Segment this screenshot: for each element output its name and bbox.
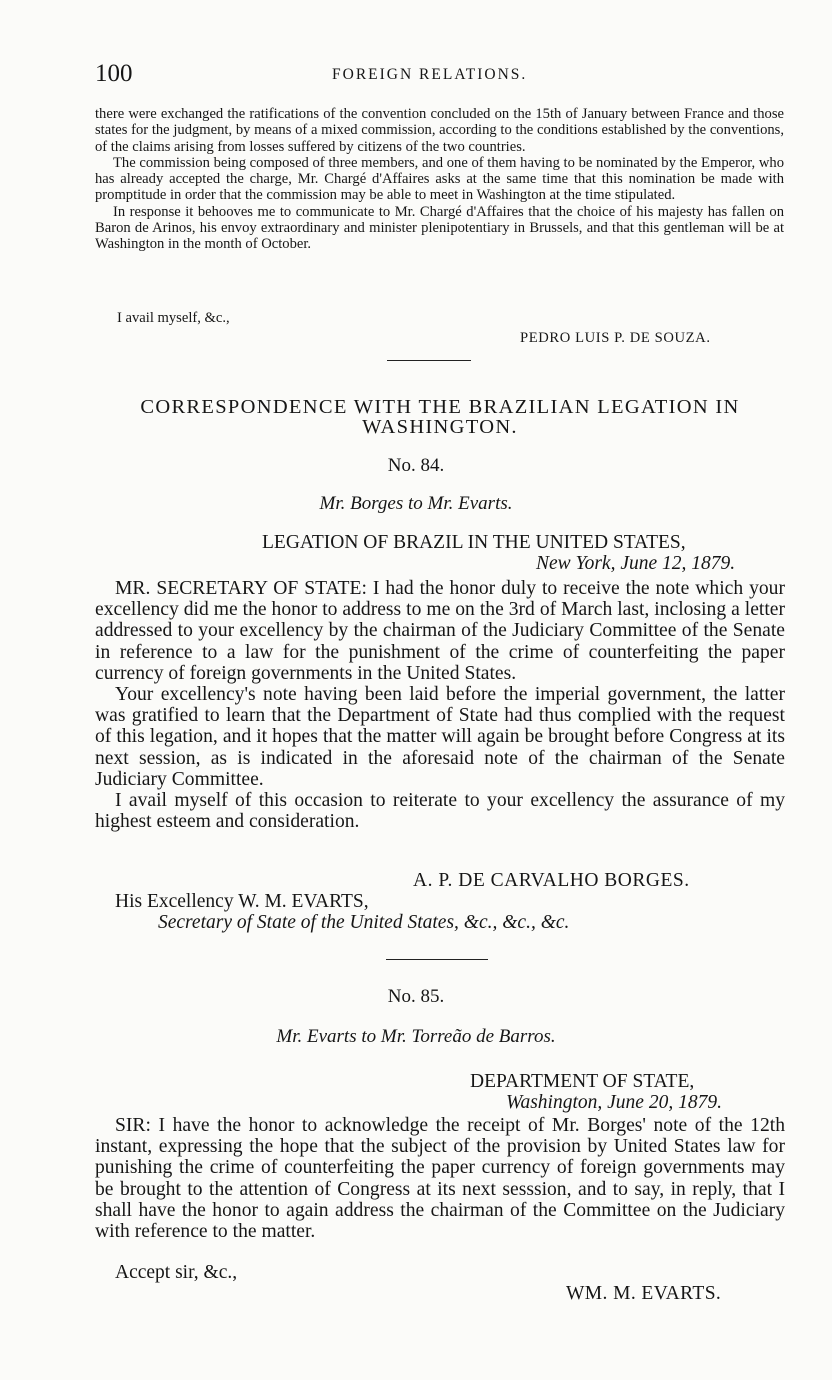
letter84-paragraph-1: I had the honor duly to receive the note which your excellency did me the honor to address to me on the 3rd of March last, inclosing a letter addressed to your excellency by the chairman of the Judiciary Committee of the Senate in reference to a law for the punishment of the crime of counterfeiting the paper currency of foreign governments in the United States.: [95, 578, 786, 684]
prior-paragraph-3: In response it behooves me to communicate to Mr. Chargé d'Affaires that the choice of his majesty has fallen on Baron de Arinos, his envoy extraordinary and minister plenipotentiary in Brussels, and that this gentleman will be at Washington in the month of October.: [95, 203, 784, 253]
prior-closing: I avail myself, &c.,: [117, 310, 230, 326]
letter85-body: [95, 1115, 785, 1242]
divider: [387, 360, 471, 361]
prior-paragraph-1: there were exchanged the ratifications of the convention concluded on the 15th of January between France and those states for the judgment, by means of a mixed commission, according to the conditions established by the conventions, of the claims arising from losses suffered by citizens of the two countries.: [95, 106, 784, 155]
letter84-number: No. 84.: [387, 455, 445, 476]
letter84-paragraph-3: I avail myself of this occasion to reiterate to your excellency the assurance of my highest esteem and consideration.: [95, 790, 785, 833]
running-title: FOREIGN RELATIONS.: [332, 66, 528, 83]
prior-letter-body: [95, 106, 784, 253]
letter85-signature: WM. M. EVARTS.: [566, 1283, 722, 1304]
letter85-date: Washington, June 20, 1879.: [506, 1092, 722, 1113]
letter84-date: New York, June 12, 1879.: [536, 553, 736, 574]
prior-paragraph-2: The commission being composed of three members, and one of them having to be nominated by the Emperor, who has already accepted the charge, Mr. Chargé d'Affaires asks at the same time that this nomination be made with promptitude in order that the commission may be able to meet in Washington at the time stipulated.: [95, 154, 784, 204]
letter84-paragraph-2: Your excellency's note having been laid before the imperial government, the latter was gratified to learn that the Department of State had thus complied with the request of this legation, and it hopes that the matter will again be brought before Congress at its next session, as is indicated in the aforesaid note of the chairman of the Senate Judiciary Committee.: [95, 684, 785, 790]
letter84-addressee: His Excellency W. M. EVARTS,: [115, 891, 369, 912]
letter85-number: No. 85.: [387, 986, 445, 1007]
section-title-line2: WASHINGTON.: [362, 416, 518, 438]
letter85-heading: Mr. Evarts to Mr. Torreão de Barros.: [276, 1026, 556, 1047]
prior-signature: PEDRO LUIS P. DE SOUZA.: [520, 330, 711, 346]
section-title-line1: CORRESPONDENCE WITH THE BRAZILIAN LEGATION IN: [140, 396, 740, 418]
divider: [386, 959, 488, 960]
letter84-addressee-title: Secretary of State of the United States, &c., &c., &c.: [158, 912, 570, 933]
letter85-closing: Accept sir, &c.,: [115, 1262, 238, 1283]
letter84-salutation: MR. SECRETARY OF STATE:: [115, 578, 367, 599]
letter84-place: LEGATION OF BRAZIL IN THE UNITED STATES,: [262, 532, 686, 553]
letter84-heading: Mr. Borges to Mr. Evarts.: [319, 493, 513, 514]
letter85-paragraph-1: I have the honor to acknowledge the receipt of Mr. Borges' note of the 12th instant, expressing the hope that the subject of the provision by United States law for punishing the crime of counterfeiting the paper currency of foreign governments may be brought to the attention of Congress at its next sesssion, and to say, in reply, that I shall have the honor to again address the chairman of the Committee on the Judiciary with reference to the matter.: [95, 1115, 785, 1243]
letter84-body: [95, 578, 785, 832]
letter85-salutation: SIR:: [115, 1115, 151, 1136]
letter84-signature: A. P. DE CARVALHO BORGES.: [413, 870, 690, 891]
page-number: 100: [95, 60, 133, 87]
letter85-place: DEPARTMENT OF STATE,: [470, 1071, 695, 1092]
